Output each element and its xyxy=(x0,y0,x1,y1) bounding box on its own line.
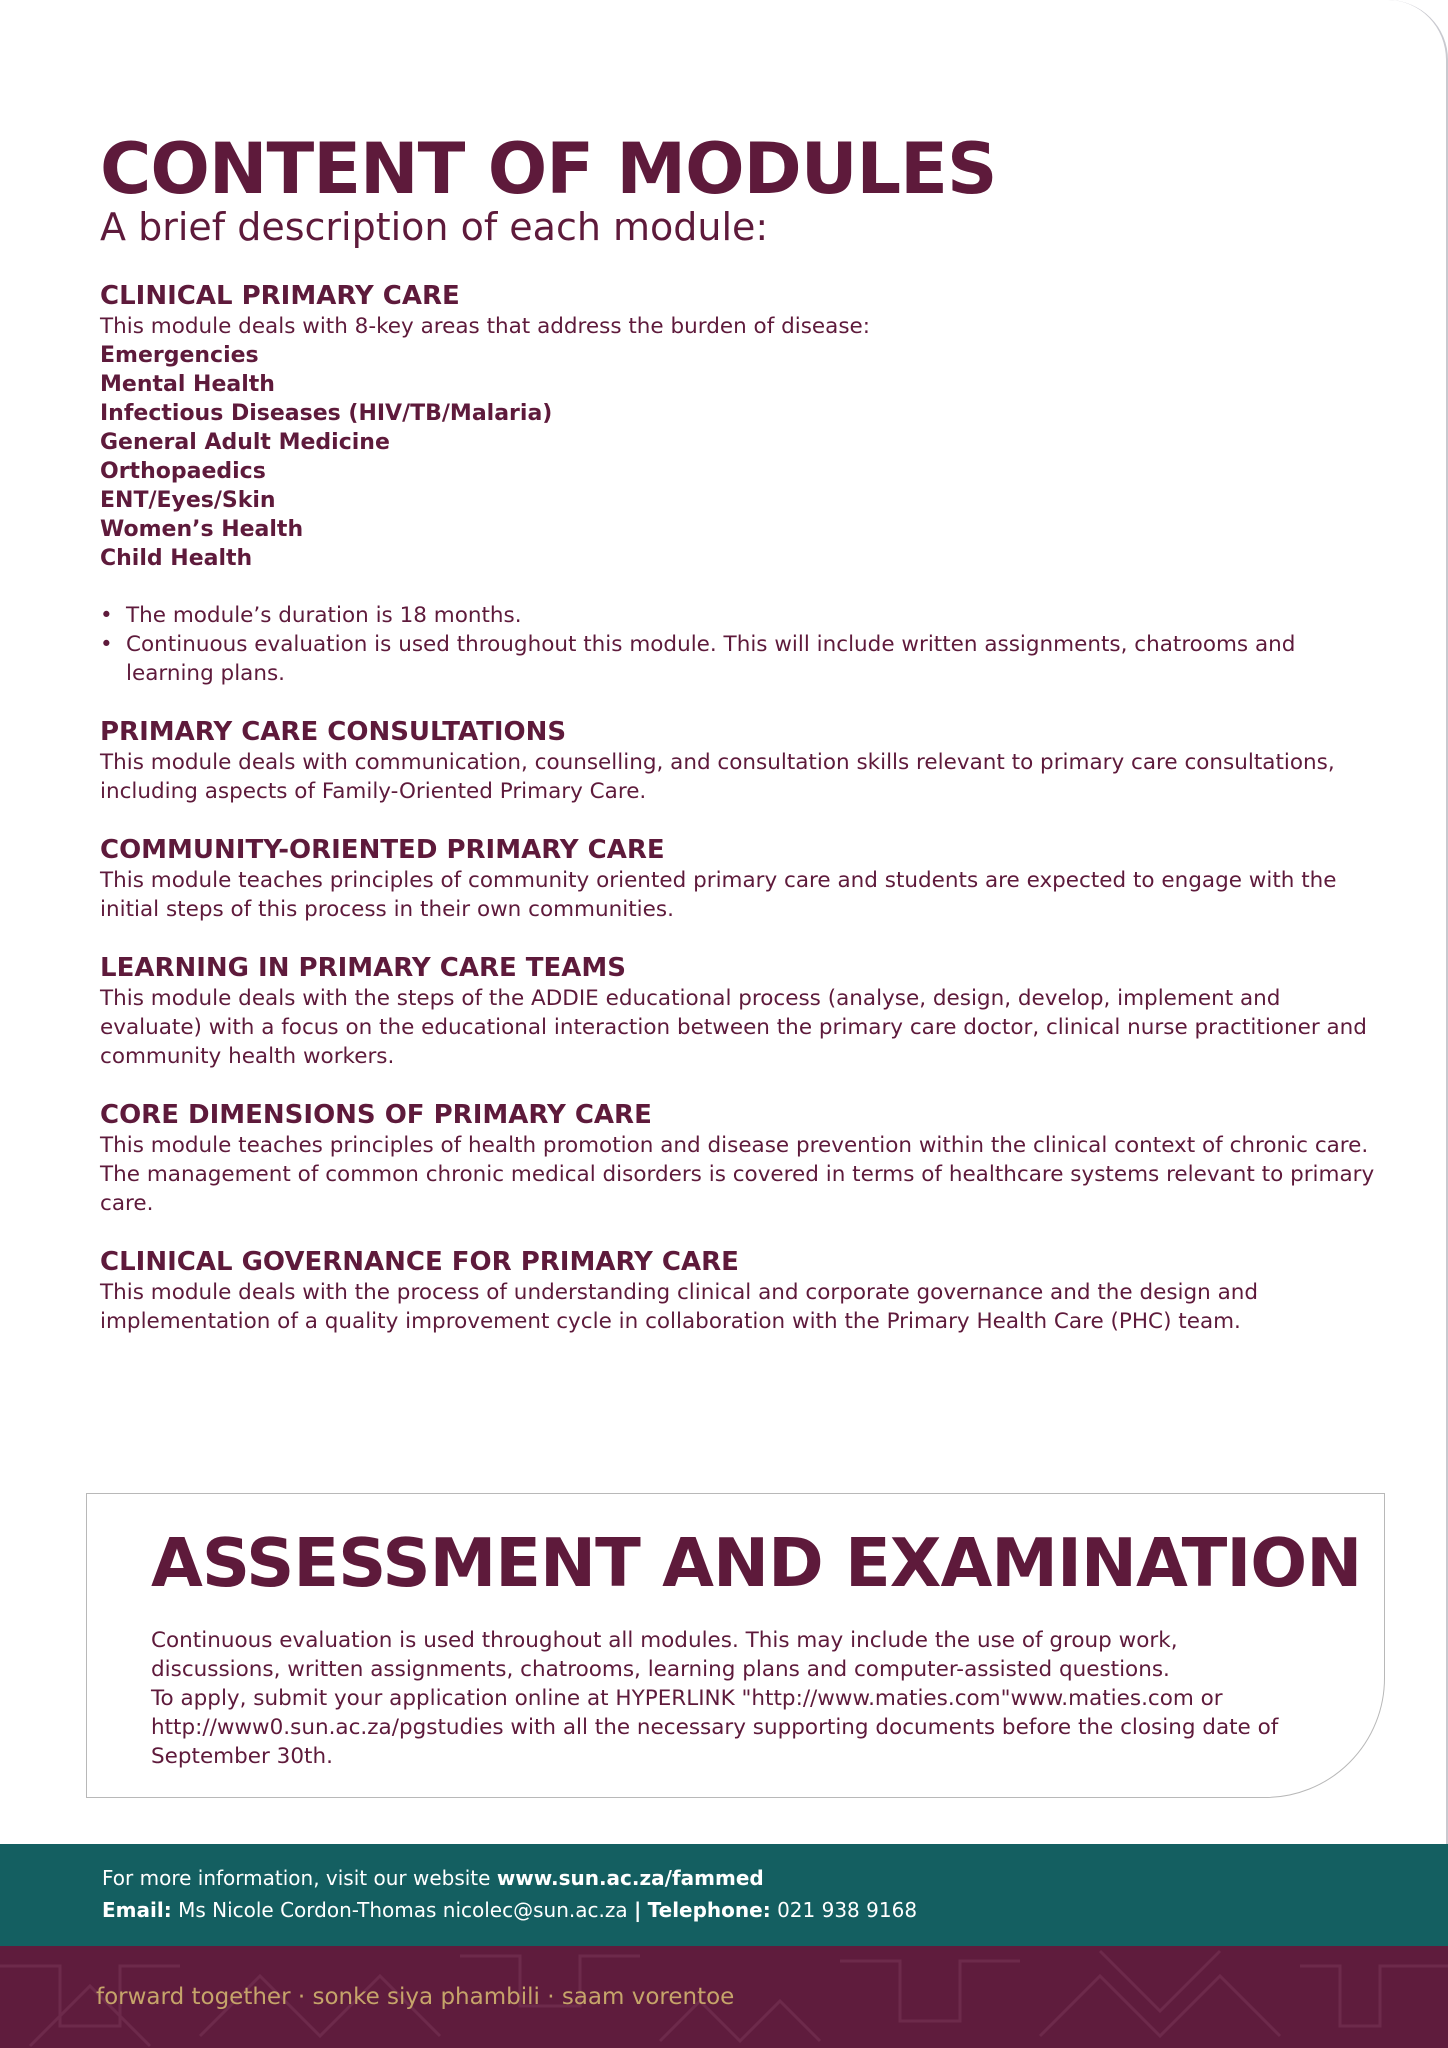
key-area-item: Women’s Health xyxy=(100,517,304,542)
module-description: This module deals with 8-key areas that address the burden of disease: xyxy=(100,314,871,339)
module-description: This module deals with the process of understanding clinical and corporate governance and the design and implementation of a quality improvement cycle in collaboration with the Primary Health Care (PHC) team. xyxy=(100,1280,1259,1334)
key-areas-list xyxy=(100,341,1380,573)
module-description: This module deals with communication, counselling, and consultation skills relevant to primary care consultations, including aspects of Family-Oriented Primary Care. xyxy=(100,750,1335,804)
email-value[interactable]: Ms Nicole Cordon-Thomas nicolec@sun.ac.za xyxy=(178,1898,628,1922)
phone-value: 021 938 9168 xyxy=(777,1898,918,1922)
assessment-text xyxy=(151,1626,1301,1771)
bullet-icon: • xyxy=(100,603,113,628)
module-bullets xyxy=(100,601,1380,688)
module-heading: CLINICAL GOVERNANCE FOR PRIMARY CARE xyxy=(100,1247,739,1277)
key-area-item: Orthopaedics xyxy=(100,459,266,484)
bullet-item xyxy=(100,630,1380,688)
module-description: This module deals with the steps of the ADDIE educational process (analyse, design, develop, implement and evaluate) with a focus on the educational interaction between the primary care doctor, clinical nurse practitioner and community health workers. xyxy=(100,986,1367,1069)
module-learning-in-primary-care-teams xyxy=(100,952,1380,1071)
module-heading: CORE DIMENSIONS OF PRIMARY CARE xyxy=(100,1100,652,1130)
page-subtitle: A brief description of each module: xyxy=(100,205,769,249)
module-community-oriented-primary-care xyxy=(100,834,1380,924)
website-line xyxy=(102,1866,764,1890)
separator: | xyxy=(633,1898,642,1922)
tagline: forward together · sonke siya phambili · saam vorentoe xyxy=(96,1984,735,2010)
bullet-item xyxy=(100,601,1380,630)
contact-footer xyxy=(0,1844,1448,1946)
module-heading: CLINICAL PRIMARY CARE xyxy=(100,281,460,311)
module-clinical-primary-care xyxy=(100,280,1380,688)
key-area-item: Mental Health xyxy=(100,372,275,397)
assessment-line-2: To apply, submit your application online at HYPERLINK "http://www.maties.com"www.maties.com or http://www0.sun.ac.za/pgstudies with all the necessary supporting documents before the closing date of September 30th. xyxy=(151,1686,1279,1769)
module-description: This module teaches principles of community oriented primary care and students are expected to engage with the initial steps of this process in their own communities. xyxy=(100,868,1337,922)
phone-label: Telephone: xyxy=(647,1898,771,1922)
module-core-dimensions xyxy=(100,1099,1380,1218)
key-area-item: Emergencies xyxy=(100,343,259,368)
module-description: This module teaches principles of health promotion and disease prevention within the clinical context of chronic care. The management of common chronic medical disorders is covered in terms of healthcare systems relevant to primary care. xyxy=(100,1133,1375,1216)
key-area-item: Infectious Diseases (HIV/TB/Malaria) xyxy=(100,401,553,426)
module-clinical-governance xyxy=(100,1246,1380,1336)
bullet-icon: • xyxy=(100,632,113,657)
bullet-text: The module’s duration is 18 months. xyxy=(126,603,522,628)
key-area-item: Child Health xyxy=(100,546,253,571)
module-heading: LEARNING IN PRIMARY CARE TEAMS xyxy=(100,953,627,983)
contact-line xyxy=(102,1898,917,1922)
website-prefix: For more information, visit our website xyxy=(102,1866,491,1890)
module-heading: PRIMARY CARE CONSULTATIONS xyxy=(100,717,567,747)
key-area-item: General Adult Medicine xyxy=(100,430,390,455)
key-area-item: ENT/Eyes/Skin xyxy=(100,488,276,513)
modules-content xyxy=(100,280,1380,1364)
module-primary-care-consultations xyxy=(100,716,1380,806)
module-heading: COMMUNITY-ORIENTED PRIMARY CARE xyxy=(100,835,665,865)
page-title: CONTENT OF MODULES xyxy=(100,128,997,210)
website-link[interactable]: www.sun.ac.za/fammed xyxy=(496,1866,764,1890)
bullet-text: Continuous evaluation is used throughout this module. This will include written assignments, chatrooms and learning plans. xyxy=(126,632,1296,686)
tagline-banner xyxy=(0,1946,1448,2048)
assessment-box xyxy=(86,1493,1385,1798)
email-label: Email: xyxy=(102,1898,172,1922)
assessment-line-1: Continuous evaluation is used throughout all modules. This may include the use of group work, discussions, written assignments, chatrooms, learning plans and computer-assisted questions. xyxy=(151,1628,1178,1682)
assessment-title: ASSESSMENT AND EXAMINATION xyxy=(151,1524,1362,1602)
